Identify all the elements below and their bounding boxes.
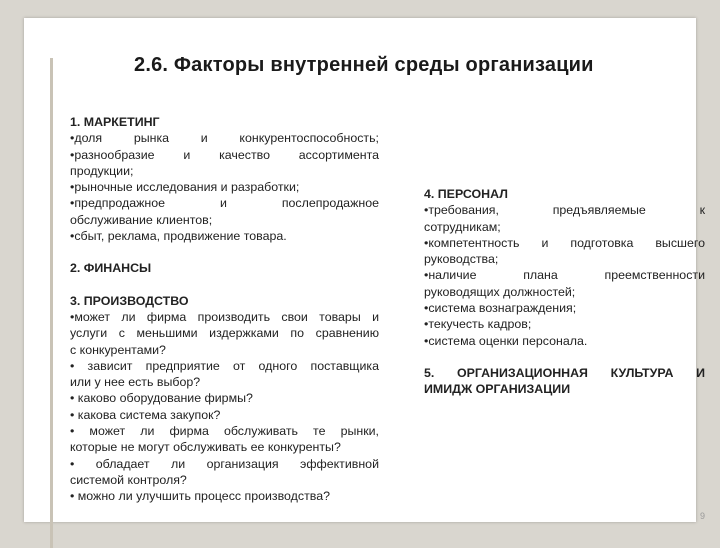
right-column xyxy=(424,186,705,398)
personnel-title: 4. ПЕРСОНАЛ xyxy=(424,187,508,201)
list-item: системой контроля? xyxy=(70,472,187,487)
list-item: •система оценки персонала. xyxy=(424,333,588,348)
list-item: продукции; xyxy=(70,163,134,178)
slide-title: 2.6. Факторы внутренней среды организации xyxy=(134,54,594,76)
culture-title-line1: 5. ОРГАНИЗАЦИОННАЯ КУЛЬТУРА И xyxy=(424,365,705,380)
list-item: •требования, предъявляемые к xyxy=(424,203,705,218)
list-item: обслуживание клиентов; xyxy=(70,212,213,227)
list-item: руководящих должностей; xyxy=(424,284,576,299)
list-item: •наличие плана преемственности xyxy=(424,268,705,283)
decorative-left-bar xyxy=(50,58,53,548)
list-item: •доля рынка и конкурентоспособность; xyxy=(70,131,379,146)
list-item: •рыночные исследования и разработки; xyxy=(70,180,300,195)
list-item: • какова система закупок? xyxy=(70,407,221,422)
list-item: •текучесть кадров; xyxy=(424,317,532,332)
list-item: услуги с меньшими издержками по сравнению xyxy=(70,326,379,341)
list-item: сотрудникам; xyxy=(424,219,501,234)
production-title: 3. ПРОИЗВОДСТВО xyxy=(70,293,189,308)
page-number: 9 xyxy=(700,511,706,521)
list-item: •может ли фирма производить свои товары и xyxy=(70,309,379,324)
finance-title: 2. ФИНАНСЫ xyxy=(70,261,152,276)
list-item: •предпродажное и послепродажное xyxy=(70,196,379,211)
culture-title-line2: ИМИДЖ ОРГАНИЗАЦИИ xyxy=(424,382,571,397)
list-item: •система вознаграждения; xyxy=(424,301,577,316)
list-item: которые не могут обслуживать ее конкуренты? xyxy=(70,440,341,455)
list-item: • зависит предприятие от одного поставщика xyxy=(70,358,379,373)
marketing-title: 1. МАРКЕТИНГ xyxy=(70,115,160,129)
list-item: • каково оборудование фирмы? xyxy=(70,391,253,406)
list-item: руководства; xyxy=(424,252,499,267)
list-item: •разнообразие и качество ассортимента xyxy=(70,147,379,162)
list-item: • обладает ли организация эффективной xyxy=(70,456,379,471)
list-item: или у нее есть выбор? xyxy=(70,375,201,390)
list-item: • может ли фирма обслуживать те рынки, xyxy=(70,424,379,439)
list-item: • можно ли улучшить процесс производства? xyxy=(70,489,331,504)
left-column xyxy=(70,114,379,505)
list-item: •компетентность и подготовка высшего xyxy=(424,235,705,250)
list-item: с конкурентами? xyxy=(70,342,166,357)
list-item: •сбыт, реклама, продвижение товара. xyxy=(70,229,287,244)
slide xyxy=(24,18,706,522)
